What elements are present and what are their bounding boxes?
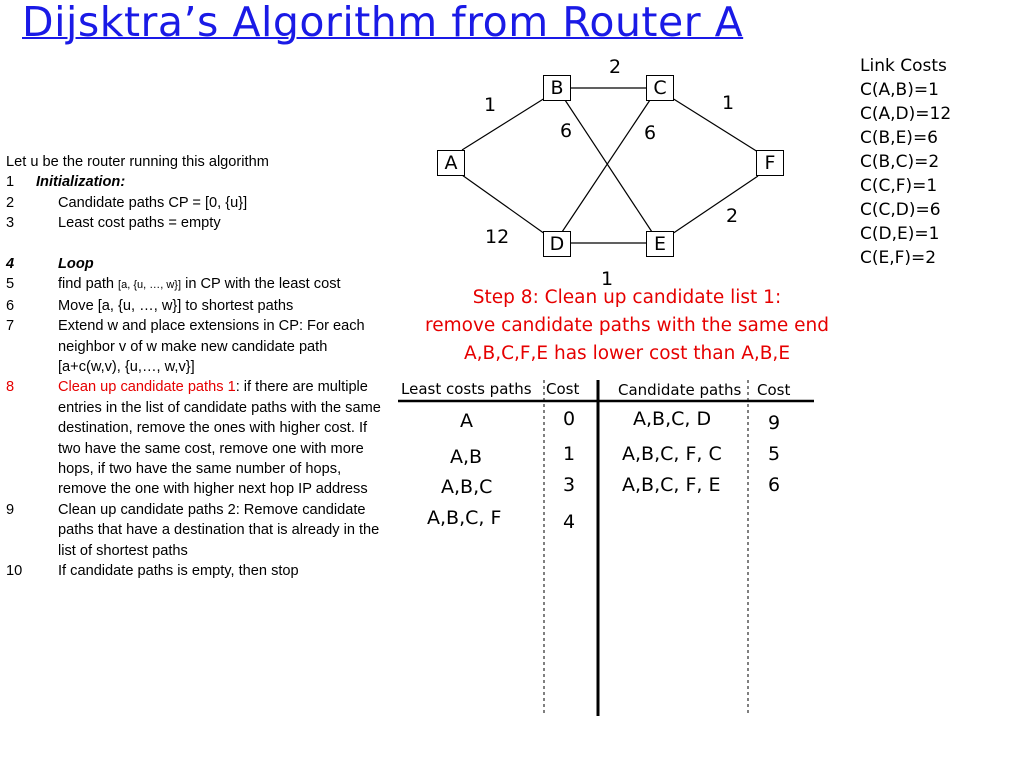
step-number: 4 bbox=[6, 256, 15, 273]
step-caption bbox=[398, 284, 856, 368]
step-number: 10 bbox=[6, 563, 23, 580]
least-cost-value: 0 bbox=[563, 408, 576, 430]
candidate-path: A,B,C, D bbox=[633, 408, 712, 430]
step-number: 9 bbox=[6, 501, 15, 518]
algorithm-step bbox=[6, 561, 390, 581]
step-caption-line: remove candidate paths with the same end bbox=[425, 315, 829, 336]
header-candidate-paths: Candidate paths bbox=[618, 381, 742, 399]
link-cost-item: C(E,F)=2 bbox=[860, 248, 937, 268]
step-text: Clean up candidate paths 2: Remove candidate paths that have a destination that is already in the list of shortest paths bbox=[58, 501, 380, 559]
step-number: 7 bbox=[6, 318, 15, 335]
link-cost-item: C(A,B)=1 bbox=[860, 80, 939, 100]
least-cost-path: A,B,C, F bbox=[427, 507, 502, 529]
step-text: Candidate paths CP = [0, {u}] bbox=[58, 194, 248, 211]
algorithm-step bbox=[6, 274, 390, 295]
least-cost-value: 1 bbox=[563, 443, 576, 465]
edge-label-ad: 12 bbox=[485, 226, 510, 248]
edge-label-be: 6 bbox=[560, 120, 573, 142]
edge-label-ab: 1 bbox=[484, 94, 497, 116]
algorithm-step bbox=[6, 377, 390, 499]
edge-c-d bbox=[562, 100, 650, 232]
algorithm-step bbox=[6, 500, 390, 561]
step-text: Move [a, {u, …, w}] to shortest paths bbox=[58, 297, 294, 314]
algorithm-description bbox=[6, 152, 390, 582]
node-c: C bbox=[646, 75, 674, 101]
header-least-costs-paths: Least costs paths bbox=[401, 380, 532, 398]
edge-a-b bbox=[462, 98, 545, 150]
step-label: Loop bbox=[58, 256, 94, 273]
least-cost-path: A,B bbox=[450, 446, 483, 468]
algorithm-step bbox=[6, 254, 390, 274]
step-text-highlight: Clean up candidate paths 1 bbox=[58, 379, 236, 396]
node-a: A bbox=[437, 150, 465, 176]
page-title: Dijsktra’s Algorithm from Router A bbox=[22, 0, 744, 46]
edge-label-bc: 2 bbox=[609, 56, 622, 78]
link-cost-item: C(B,C)=2 bbox=[860, 152, 940, 172]
edge-c-f bbox=[672, 98, 758, 152]
algorithm-intro: Let u be the router running this algorithm bbox=[6, 154, 269, 170]
algorithm-step bbox=[6, 316, 390, 377]
candidate-path: A,B,C, F, E bbox=[622, 474, 721, 496]
step-text: Extend w and place extensions in CP: For each neighbor v of w make new candidate path [a+c(w,v), {u,…, w,v}] bbox=[58, 318, 365, 376]
step-number: 2 bbox=[6, 194, 15, 211]
edge-b-e bbox=[565, 100, 652, 232]
candidate-cost: 9 bbox=[768, 412, 781, 434]
algorithm-step bbox=[6, 296, 390, 316]
edge-e-f bbox=[672, 176, 758, 234]
node-b: B bbox=[543, 75, 571, 101]
candidate-cost: 5 bbox=[768, 443, 781, 465]
step-text: in CP with the least cost bbox=[181, 276, 341, 293]
node-e: E bbox=[646, 231, 674, 257]
candidate-cost: 6 bbox=[768, 474, 781, 496]
step-text: find path bbox=[58, 276, 119, 293]
step-text: Least cost paths = empty bbox=[58, 215, 221, 232]
least-cost-value: 4 bbox=[563, 511, 576, 533]
step-text: If candidate paths is empty, then stop bbox=[58, 563, 299, 580]
step-number: 6 bbox=[6, 297, 15, 314]
step-caption-line: Step 8: Clean up candidate list 1: bbox=[472, 287, 782, 308]
candidate-path: A,B,C, F, C bbox=[622, 443, 722, 465]
least-cost-path: A,B,C bbox=[441, 476, 493, 498]
link-cost-item: C(C,F)=1 bbox=[860, 176, 938, 196]
link-costs-heading: Link Costs bbox=[860, 56, 947, 76]
link-cost-item: C(A,D)=12 bbox=[860, 104, 952, 124]
step-number: 3 bbox=[6, 215, 15, 232]
step-text: : if there are multiple entries in the list of candidate paths with the same destination, remove the ones with higher cost. If two have the same cost, remove one with more hops, if two have the same number of hops, remove the one with higher next hop IP address bbox=[58, 379, 381, 498]
least-cost-path: A bbox=[460, 410, 473, 432]
node-d: D bbox=[543, 231, 571, 257]
edge-label-cd: 6 bbox=[644, 122, 657, 144]
header-candidate-cost: Cost bbox=[757, 381, 791, 399]
step-number: 8 bbox=[6, 379, 15, 396]
step-number: 1 bbox=[6, 174, 15, 191]
step-caption-line: A,B,C,F,E has lower cost than A,B,E bbox=[463, 343, 791, 364]
step-label: Initialization: bbox=[36, 174, 126, 191]
link-cost-item: C(B,E)=6 bbox=[860, 128, 939, 148]
step-number: 5 bbox=[6, 276, 15, 293]
edge-label-de: 1 bbox=[601, 268, 614, 290]
node-f: F bbox=[756, 150, 784, 176]
edge-label-ef: 2 bbox=[726, 205, 739, 227]
link-cost-item: C(D,E)=1 bbox=[860, 224, 940, 244]
step-text-small: [a, {u, …, w}] bbox=[118, 279, 182, 292]
header-cost: Cost bbox=[546, 380, 580, 398]
edge-label-cf: 1 bbox=[722, 92, 735, 114]
least-cost-value: 3 bbox=[563, 474, 576, 496]
algorithm-step bbox=[6, 172, 390, 192]
algorithm-step bbox=[6, 213, 390, 233]
algorithm-step bbox=[6, 193, 390, 213]
link-cost-item: C(C,D)=6 bbox=[860, 200, 941, 220]
